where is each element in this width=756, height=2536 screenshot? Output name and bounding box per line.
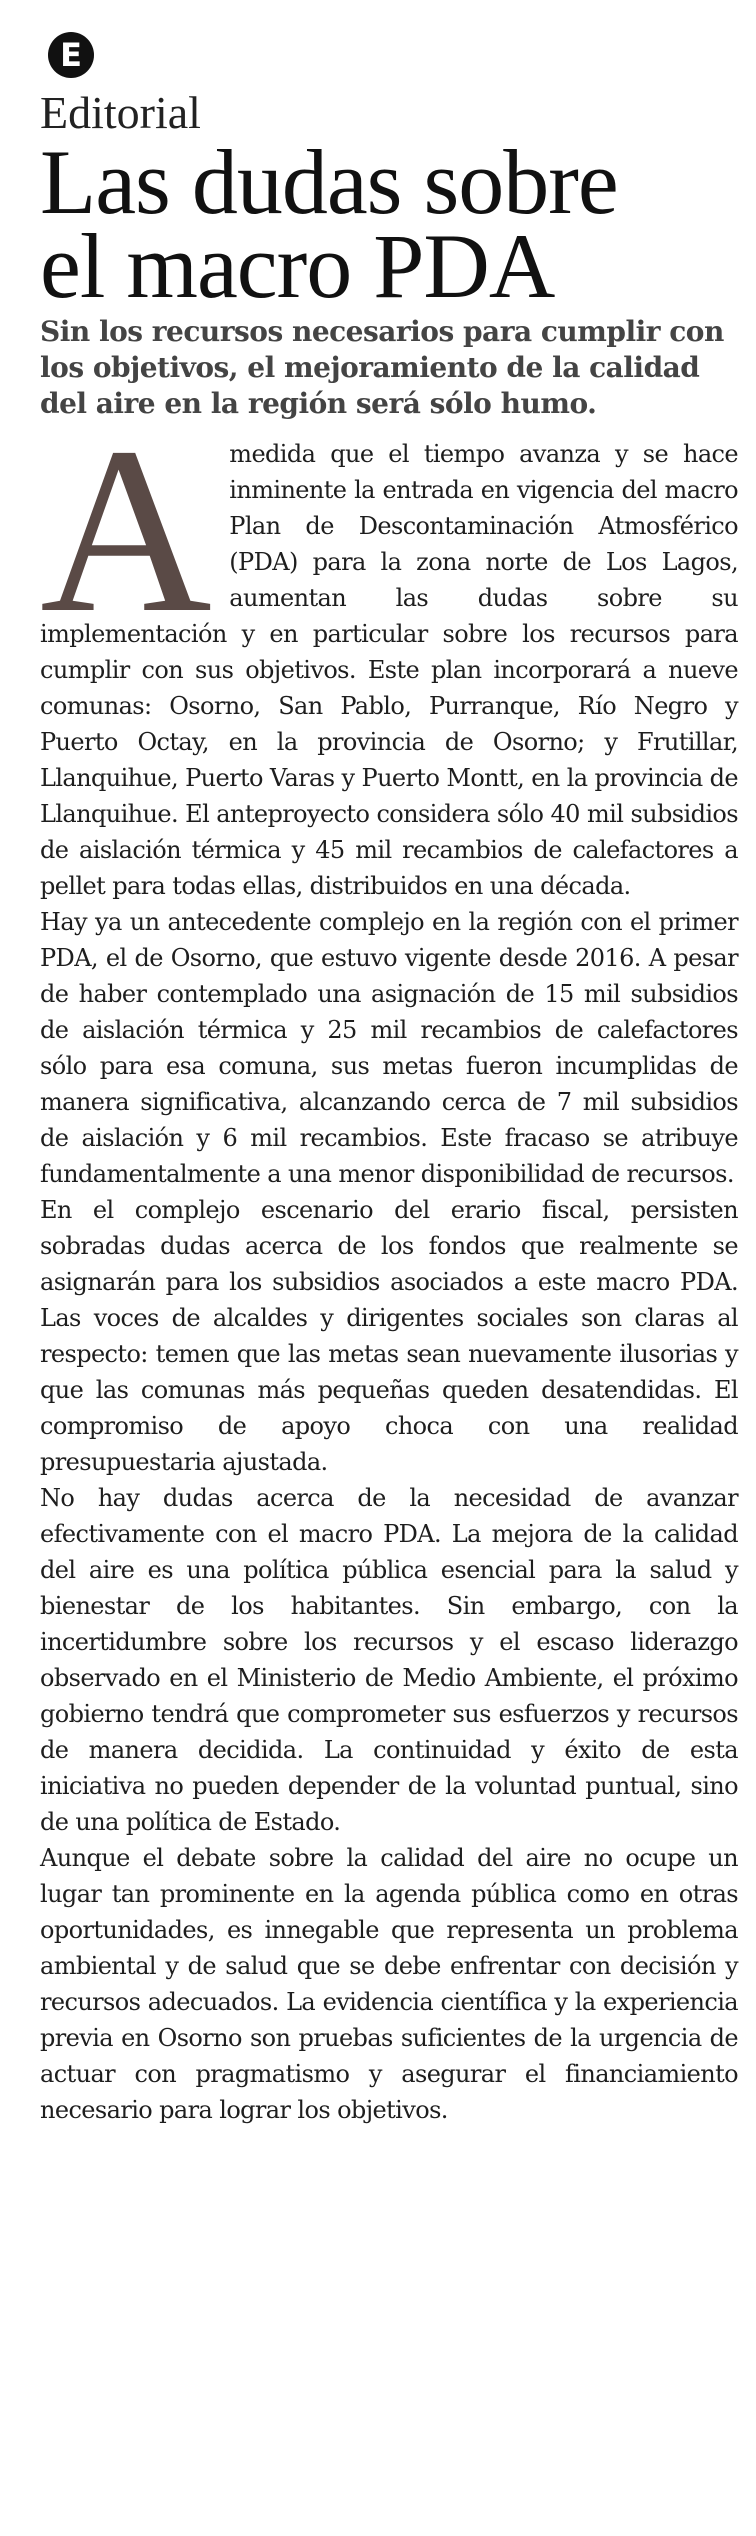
paragraph-4: No hay dudas acerca de la necesidad de avanzar efectivamente con el macro PDA. La mejora de la calidad del aire es una política pública esencial para la salud y bienestar de los habitantes. Sin embargo, con la incertidumbre sobre los recursos y el escaso liderazgo observado en el Ministerio de Medio Ambiente, el próximo gobierno tendrá que comprometer sus esfuerzos y recursos de manera decidida. La continuidad y éxito de esta iniciativa no pueden depender de la voluntad puntual, sino de una política de Estado. bbox=[40, 1484, 738, 1836]
headline-line-1: Las dudas sobre bbox=[40, 131, 618, 233]
paragraph-5: Aunque el debate sobre la calidad del aire no ocupe un lugar tan prominente en la agenda pública como en otras oportunidades, es innegable que representa un problema ambiental y de salud que se debe enfrentar con decisión y recursos adecuados. La evidencia científica y la experiencia previa en Osorno son pruebas suficientes de la urgencia de actuar con pragmatismo y asegurar el financiamiento necesario para lograr los objetivos. bbox=[40, 1844, 738, 2124]
badge-row bbox=[40, 28, 738, 84]
paragraph-2: Hay ya un antecedente complejo en la región con el primer PDA, el de Osorno, que estuvo vigente desde 2016. A pesar de haber contemplado una asignación de 15 mil subsidios de aislación térmica y 25 mil recambios de calefactores sólo para esa comuna, sus metas fueron incumplidas de manera significativa, alcanzando cerca de 7 mil subsidios de aislación y 6 mil recambios. Este fracaso se atribuye fundamentalmente a una menor disponibilidad de recursos. bbox=[40, 908, 738, 1188]
subtitle: Sin los recursos necesarios para cumplir con los objetivos, el mejoramiento de la calidad del aire en la región será sólo humo. bbox=[40, 315, 724, 420]
article-body bbox=[40, 399, 738, 2128]
drop-cap: A bbox=[40, 399, 212, 662]
headline bbox=[40, 131, 738, 317]
editorial-badge-icon: E bbox=[48, 32, 94, 78]
headline-line-2: el macro PDA bbox=[40, 215, 555, 317]
paragraph-1: medida que el tiempo avanza y se hace inminente la entrada en vigencia del macro Plan de Descontaminación Atmosférico (PDA) para la zona norte de Los Lagos, aumentan las dudas sobre su implementación y en particular sobre los recursos para cumplir con sus objetivos. Este plan incorporará a nueve comunas: Osorno, San Pablo, Purranque, Río Negro y Puerto Octay, en la provincia de Osorno; y Frutillar, Llanquihue, Puerto Varas y Puerto Montt, en la provincia de Llanquihue. El anteproyecto considera sólo 40 mil subsidios de aislación térmica y 45 mil recambios de calefactores a pellet para todas ellas, distribuidos en una década. bbox=[40, 440, 738, 900]
section-label: Editorial bbox=[40, 87, 201, 138]
paragraph-3: En el complejo escenario del erario fiscal, persisten sobradas dudas acerca de los fondos que realmente se asignarán para los subsidios asociados a este macro PDA. Las voces de alcaldes y dirigentes sociales son claras al respecto: temen que las metas sean nuevamente ilusorias y que las comunas más pequeñas queden desatendidas. El compromiso de apoyo choca con una realidad presupuestaria ajustada. bbox=[40, 1196, 738, 1476]
